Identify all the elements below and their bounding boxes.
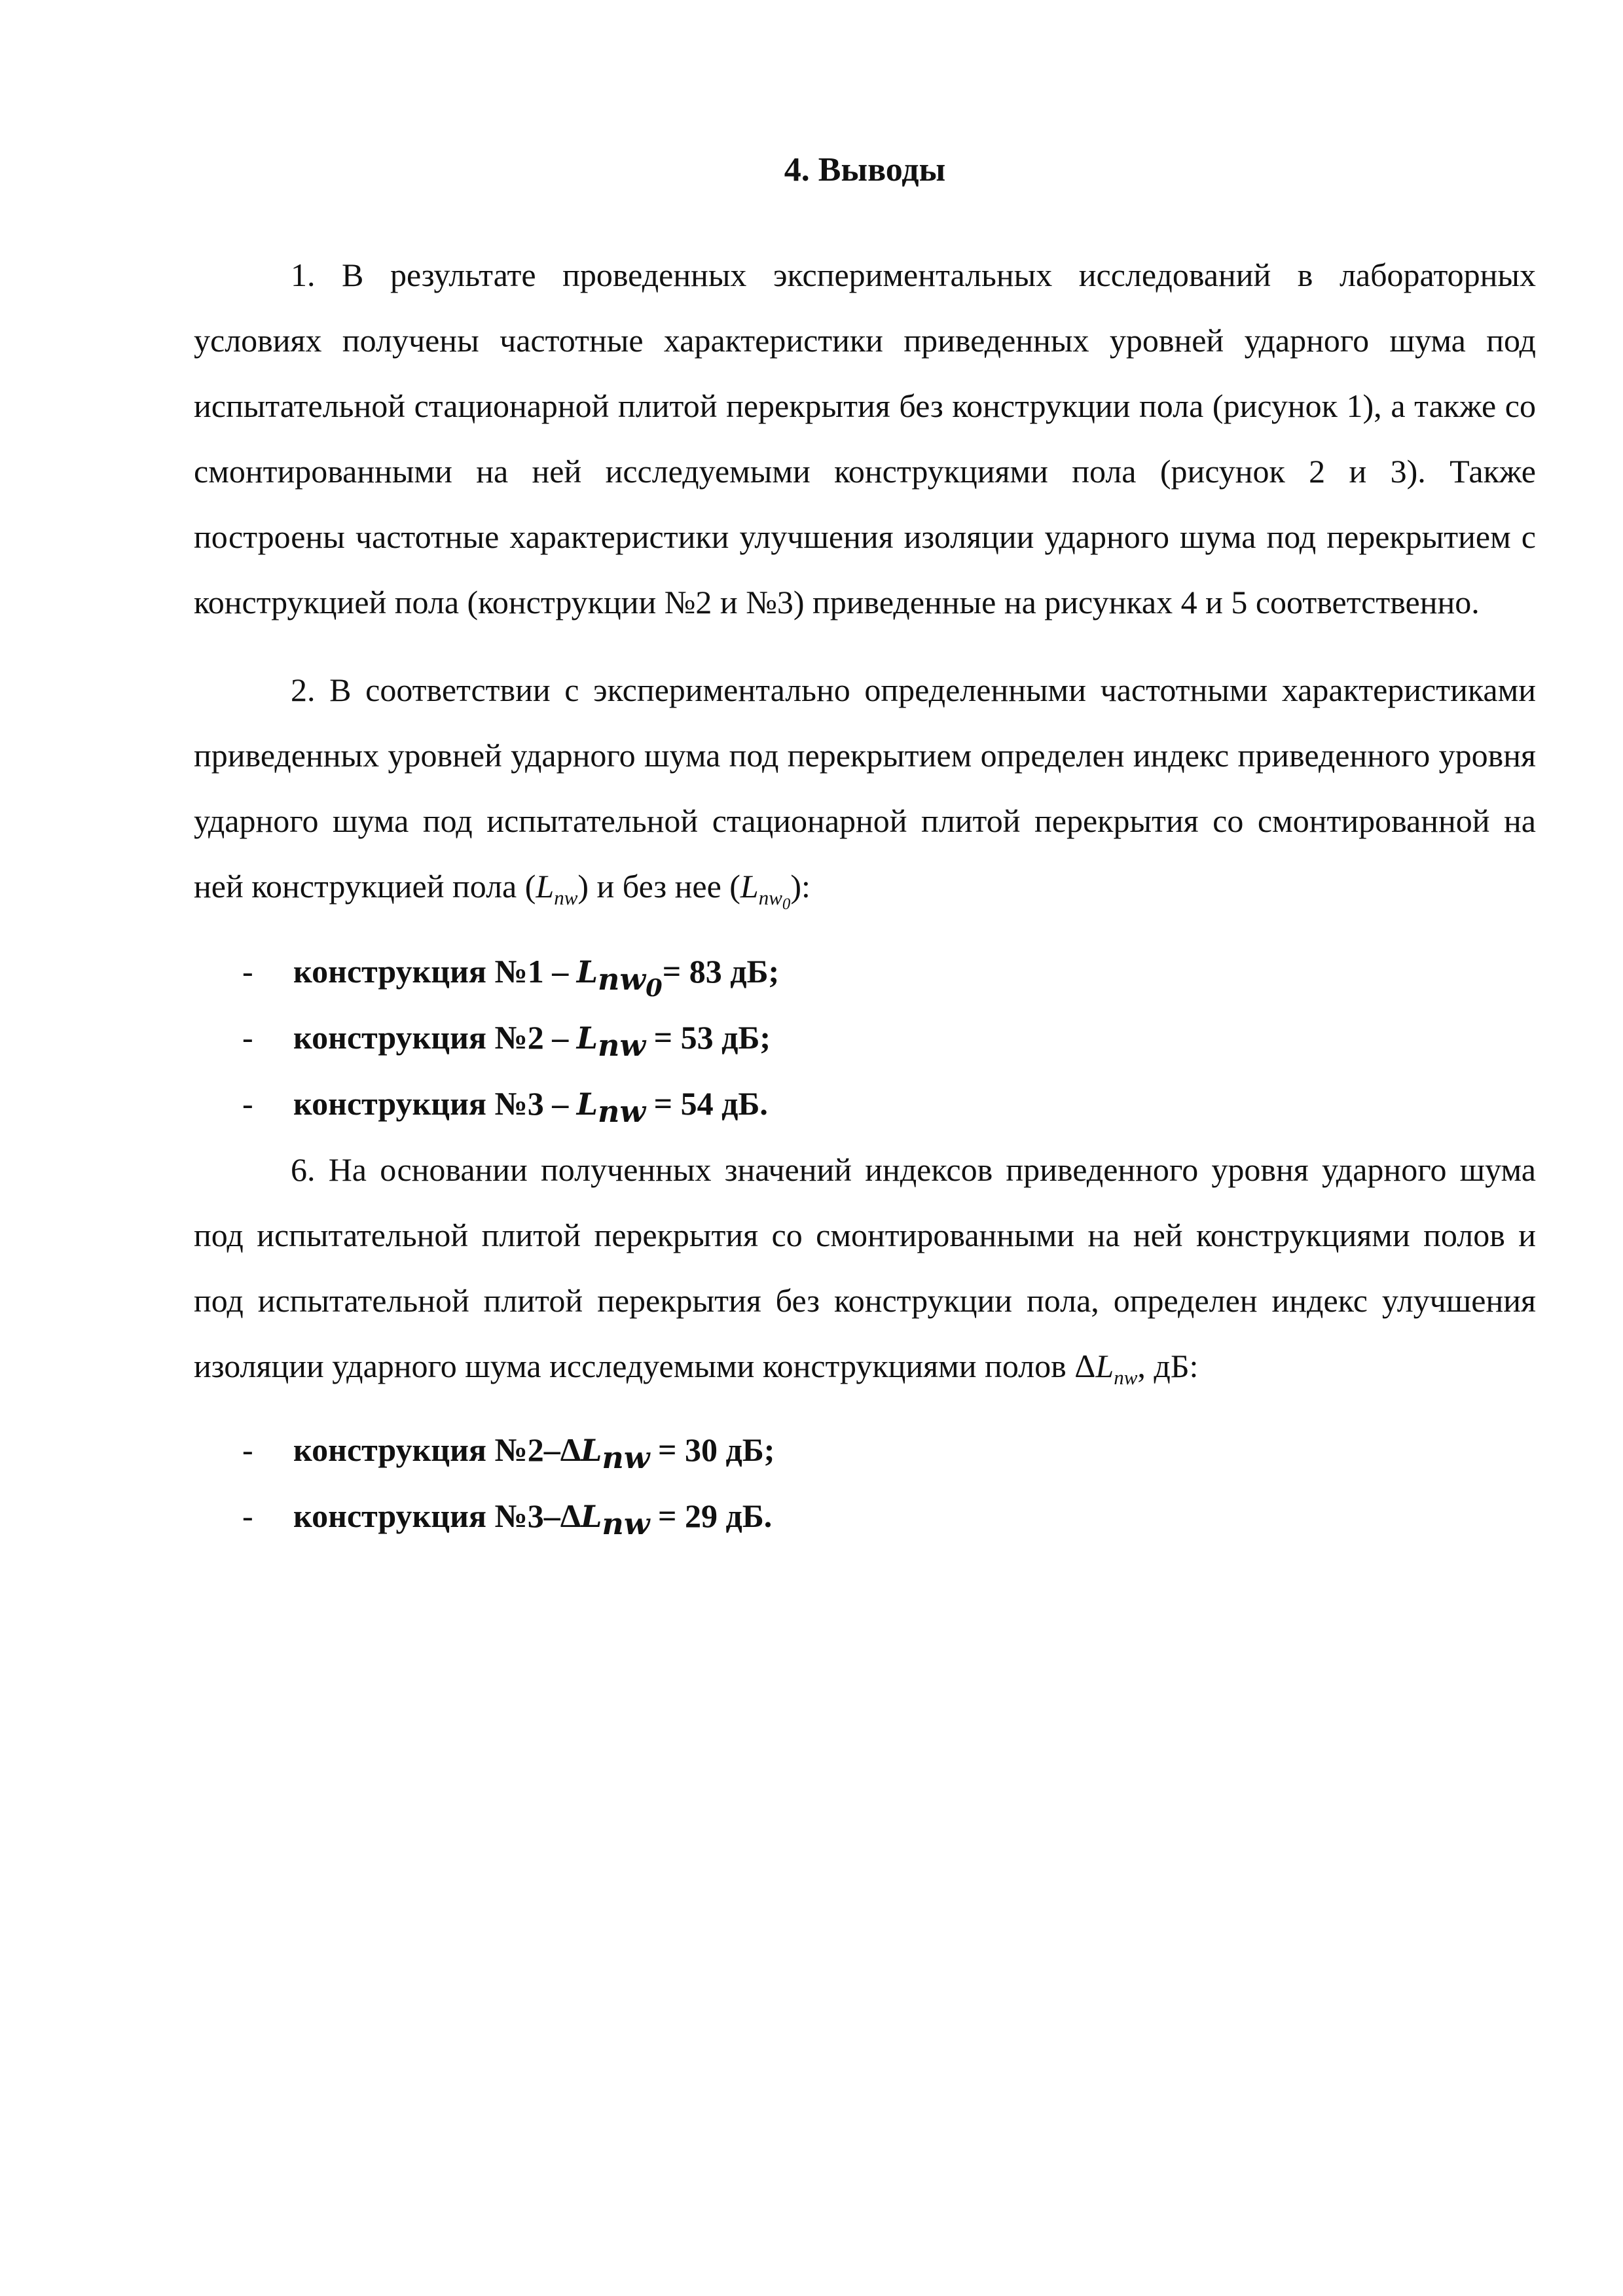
- paragraph-3-end: , дБ:: [1137, 1348, 1199, 1384]
- list-item: [194, 1071, 1536, 1137]
- math-subscript-nw: nw: [602, 1440, 650, 1475]
- paragraph-2-text: 2. В соответствии с экспериментально определенными частотными характеристиками приведенных уровней ударного шума под перекрытием определен индекс приведенного уровня ударного шума под испытательной стационарной плитой перекрытия со смонтированной на ней конструкцией пола (: [194, 672, 1536, 905]
- delta-symbol: Δ: [560, 1498, 581, 1534]
- math-subscript-nw: nw: [554, 886, 578, 909]
- list-item-label: конструкция №1 –: [293, 953, 577, 990]
- dash-marker: -: [242, 1498, 253, 1534]
- delta-symbol: Δ: [560, 1431, 581, 1468]
- results-list-2: [194, 1417, 1536, 1549]
- dash-marker: -: [242, 953, 253, 990]
- math-subscript-nw: nw: [598, 1094, 646, 1129]
- math-subscript-nw: nw: [1114, 1366, 1138, 1389]
- conclusion-paragraph-2: [194, 657, 1536, 919]
- conclusion-paragraph-3: [194, 1137, 1536, 1399]
- document-page: [194, 151, 1536, 1549]
- math-subscript-nw: nw0: [598, 961, 663, 1003]
- section-heading: 4. Выводы: [784, 151, 946, 188]
- list-item: [194, 1417, 1536, 1483]
- list-item-value: = 54 дБ.: [646, 1085, 768, 1122]
- paragraph-3-text: 6. На основании полученных значений индексов приведенного уровня ударного шума под испытательной плитой перекрытия со смонтированными на ней конструкциями полов и под испытательной плитой перекрытия без конструкции пола, определен индекс улучшения изоляции ударного шума исследуемыми конструкциями полов: [194, 1151, 1536, 1384]
- list-item-label: конструкция №2–: [293, 1431, 560, 1468]
- results-list-1: [194, 939, 1536, 1137]
- math-subscript-0: 0: [782, 895, 791, 914]
- list-item: [194, 1005, 1536, 1071]
- math-subscript-nw: nw: [598, 1028, 646, 1063]
- paragraph-2-mid: ) и без нее (: [577, 868, 740, 905]
- list-item-label: конструкция №3–: [293, 1498, 560, 1534]
- math-symbol-L: L: [576, 1020, 598, 1056]
- math-symbol-L: L: [740, 868, 759, 905]
- list-item-label: конструкция №2 –: [293, 1019, 577, 1056]
- delta-symbol: Δ: [1074, 1348, 1096, 1384]
- math-symbol-L: L: [581, 1433, 602, 1468]
- math-symbol-L: L: [536, 868, 555, 905]
- paragraph-2-end: ):: [790, 868, 811, 905]
- list-item: [194, 939, 1536, 1005]
- math-subscript-0: 0: [646, 973, 663, 1003]
- conclusion-paragraph-1: 1. В результате проведенных экспериментальных исследований в лабораторных условиях получены частотные характеристики приведенных уровней ударного шума под испытательной стационарной плитой перекрытия без конструкции пола (рисунок 1), а также со смонтированными на ней исследуемыми конструкциями пола (рисунок 2 и 3). Также построены частотные характеристики улучшения изоляции ударного шума под перекрытием с конструкцией пола (конструкции №2 и №3) приведенные на рисунках 4 и 5 соответственно.: [194, 257, 1536, 620]
- dash-marker: -: [242, 1431, 253, 1468]
- list-item-value: = 83 дБ;: [662, 953, 780, 990]
- dash-marker: -: [242, 1085, 253, 1122]
- list-item-value: = 30 дБ;: [649, 1431, 775, 1468]
- math-symbol-L: L: [576, 954, 598, 990]
- dash-marker: -: [242, 1019, 253, 1056]
- list-item-label: конструкция №3 –: [293, 1085, 577, 1122]
- list-item: [194, 1483, 1536, 1549]
- list-item-value: = 53 дБ;: [646, 1019, 771, 1056]
- math-symbol-L: L: [581, 1499, 602, 1534]
- list-item-value: = 29 дБ.: [649, 1498, 773, 1534]
- math-symbol-L: L: [576, 1086, 598, 1122]
- math-subscript-nw: nw0: [758, 886, 791, 914]
- math-subscript-nw: nw: [602, 1506, 650, 1541]
- math-symbol-L: L: [1095, 1348, 1114, 1384]
